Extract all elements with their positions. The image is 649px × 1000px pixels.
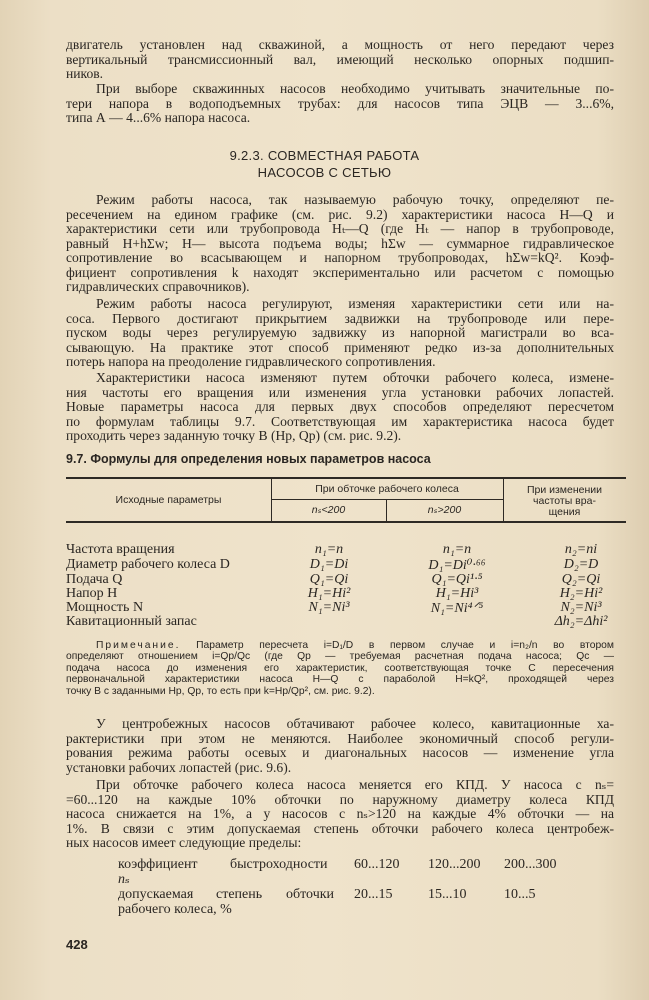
table-row [66,586,626,601]
limits-value: 20...15 [354,887,393,902]
limits-label: обточки [286,887,335,902]
limits-label: степень [216,887,263,902]
text-line: рования режима работы осевых и диагональных насосов — изменение угла [66,746,614,760]
row-speed: n₂=ni [564,542,598,557]
table-top-rule [66,477,626,479]
section-heading-line1: 9.2.3. СОВМЕСТНАЯ РАБОТА [229,148,420,163]
text-line: потерь напора на преодоление гидравлического сопротивления. [66,355,436,369]
header-speed [503,485,626,518]
centrifugal-paragraph [66,717,614,775]
row-speed: N₂=Ni³ [560,600,602,615]
limits-label: коэффициент [118,857,198,872]
text-line: При обточке рабочего колеса насоса меняется его КПД. У насоса с nₛ= [96,778,614,792]
text-line: ния частоты его вращения или изменения угла установки рабочих лопастей. [66,385,614,400]
table-title: 9.7. Формулы для определения новых параметров насоса [66,452,431,466]
trim-limits [118,857,598,919]
note-line [66,640,614,651]
text-line: типа А — 4...6% напора насоса. [66,111,251,125]
regulate-paragraph [66,297,614,370]
efficiency-paragraph [66,778,614,851]
table-subheader-rule [271,499,503,500]
row-speed: D₂=D [563,557,599,572]
text-line: ресечением на едином графике (см. рис. 9.2) характеристики насоса H—Q и [66,207,614,222]
limits-label: допускаемая [118,887,194,902]
row-param: Частота вращения [66,542,175,557]
row-low: H₁=Hi² [307,586,351,601]
header-trim: При обточке рабочего колеса [315,483,459,495]
note-line: определяют отношением i=Qр/Qс (где Qр — требуемая расчетная подача насоса; Qс — [66,651,614,663]
intro-paragraph [66,38,614,82]
limits-value: 15...10 [428,887,467,902]
table-row [66,614,626,629]
text-line: двигатель установлен над скважиной, а мощность от него передают через [66,38,614,52]
row-high: D₁=Di⁰·⁶⁶ [428,558,486,573]
limits-label: nₛ [118,872,130,887]
table-header-bottom-rule [66,521,626,523]
text-line: Характеристики насоса изменяют путем обточки рабочего колеса, измене- [96,371,614,385]
mode-paragraph [66,193,614,295]
note-line: подача насоса до изменения его характеристик, соответствующая точке C пересечения [66,662,614,674]
text-line: ных насосов имеет следующие пределы: [66,836,302,850]
text-line: =60...120 на каждые 10% обточки по наружному диаметру колеса КПД [66,792,614,807]
row-param: Подача Q [66,572,123,587]
text-line: установки рабочих лопастей (рис. 9.6). [66,760,292,775]
text-line: Новые параметры насоса для первых двух способов определяют пересчетом [66,400,614,414]
row-low: D₁=Di [309,557,349,572]
text-line: сопротивление во всасывающем и напорном трубопроводах, hΣw=kQ². Коэф- [66,251,614,265]
row-high: N₁=Ni⁴ᐟ⁵ [430,601,484,616]
text-line: рактеристики при этом не меняются. Наиболее экономичный способ регули- [66,731,614,746]
text-line: проходить через заданную точку B (Hр, Qр) (см. рис. 9.2). [66,429,402,443]
text-line: фициент сопротивления k находят экспериментально или расчетом с помощью [66,265,614,280]
row-param: Диаметр рабочего колеса D [66,557,230,572]
limits-label: рабочего колеса, % [118,902,232,917]
text-line: сывающую. На практике этот способ применяют редко из-за дополнительных [66,340,614,355]
table-row [66,542,626,557]
table-note [66,640,614,697]
header-ns-low: nₛ<200 [311,504,346,516]
header-speed-line: При изменении [526,484,603,496]
row-low: Q₁=Qi [309,572,349,587]
text-line: по формулам таблицы 9.7. Соответствующая им характеристика насоса будет [66,414,614,429]
limits-value: 10...5 [504,887,536,902]
text-line: характеристики сети или трубопровода Hₜ—Q (где Hₜ — напор в трубопроводе, [66,222,614,236]
row-speed: Q₂=Qi [561,572,601,587]
header-ns-high: nₛ>200 [427,504,462,516]
limits-value: 200...300 [504,857,557,872]
header-params: Исходные параметры [115,494,222,506]
text-line: 1%. В связи с этим допускаемая степень обточки рабочего колеса центробеж- [66,821,614,836]
note-label: Примечание. [96,640,181,651]
row-param: Мощность N [66,600,144,615]
limits-value: 120...200 [428,857,481,872]
page-number: 428 [66,937,88,952]
row-speed: Δh₂=Δhi² [554,614,608,629]
text-line: У центробежных насосов обтачивают рабочее колесо, кавитационные ха- [96,717,614,731]
wells-paragraph [66,82,614,126]
header-speed-line: щения [548,506,581,518]
text-line: Режим работы насоса регулируют, изменяя характеристики сети или на- [96,297,614,311]
limits-value: 60...120 [354,857,400,872]
row-high: H₁=Hi³ [435,586,479,601]
note-text: Параметр пересчета i=D₁/D в первом случае и i=n₂/n во втором [196,640,614,651]
row-high: Q₁=Qi¹·⁵ [431,572,483,587]
text-line: тери напора в водоподъемных трубах: для насосов типа ЭЦВ — 3...6%, [66,96,614,111]
table-row [66,600,626,615]
row-low: n₁=n [314,542,344,557]
text-line: вертикальный трансмиссионный вал, имеющий несколько опорных подшип- [66,52,614,67]
row-speed: H₂=Hi² [559,586,603,601]
text-line: гидравлических справочников). [66,280,250,294]
text-line: При выборе скважинных насосов необходимо учитывать значительные по- [96,82,614,96]
row-param: Кавитационный запас [66,614,197,629]
section-heading-line2: НАСОСОВ С СЕТЬЮ [257,165,392,180]
text-line: пуском воды через регулируемую задвижку из напорной магистрали во вса- [66,326,614,340]
limits-label: быстроходности [230,857,328,872]
note-line: первоначальной характеристики насоса H—Q с параболой H=kQ², проходящей через [66,674,614,686]
text-line: соса. Первого достигают прикрытием задвижки на трубопроводе или пере- [66,311,614,326]
text-line: ников. [66,67,104,81]
text-line: насоса снижается на 1%, а у насосов с nₛ>120 на каждые 4% обточки — на [66,807,614,821]
note-line: точку B с заданными Hр, Qр, то есть при k=Hр/Qр², см. рис. 9.2). [66,685,375,697]
header-speed-line: частоты вра- [533,495,596,507]
trim-paragraph [66,371,614,444]
row-param: Напор H [66,586,118,601]
text-line: Режим работы насоса, так называемую рабочую точку, определяют пе- [96,193,614,207]
table-row [66,557,626,572]
text-line: равный H+hΣw; H— высота подъема воды; hΣw — суммарное гидравлическое [66,236,614,251]
row-high: n₁=n [442,542,472,557]
table-row [66,572,626,587]
row-low: N₁=Ni³ [308,600,350,615]
